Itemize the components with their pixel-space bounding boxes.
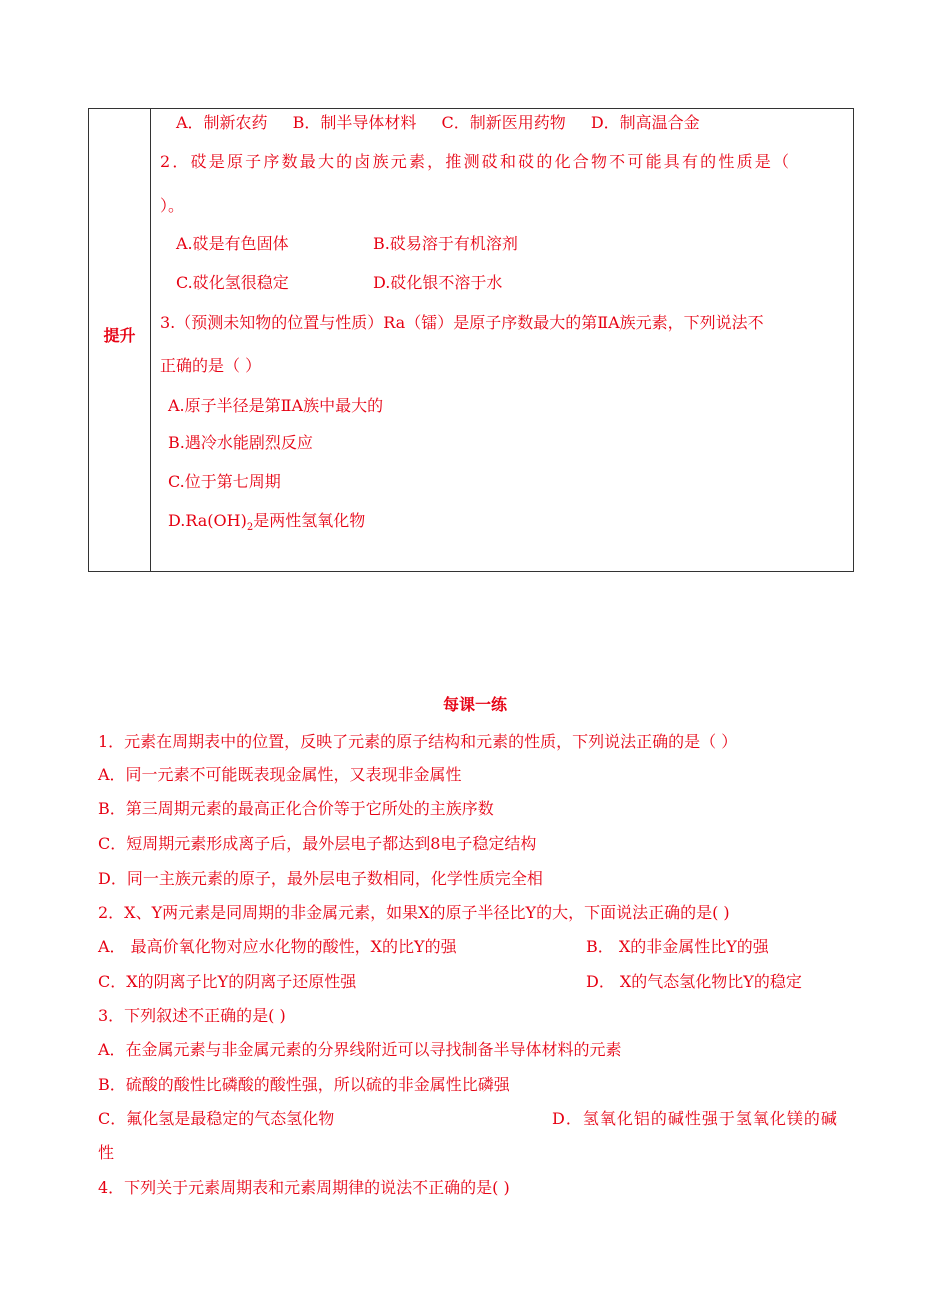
p3-stem: 3．下列叙述不正确的是( ) xyxy=(98,1006,286,1025)
p2-option-b: B． X的非金属性比Y的强 xyxy=(586,937,769,956)
q3-option-a: A.原子半径是第ⅡA族中最大的 xyxy=(168,396,384,415)
q3-option-c: C.位于第七周期 xyxy=(168,472,281,491)
q3-stem: 3.（预测未知物的位置与性质）Ra（镭）是原子序数最大的第ⅡA族元素，下列说法不 xyxy=(160,313,764,332)
p1-option-b: B．第三周期元素的最高正化合价等于它所处的主族序数 xyxy=(98,799,494,818)
p3-option-d: D．氢氧化铝的碱性强于氢氧化镁的碱 xyxy=(552,1109,838,1128)
q3-option-d-text: 是两性氢氧化物 xyxy=(253,511,366,530)
q2-option-d: D.砹化银不溶于水 xyxy=(373,273,503,292)
section-title: 每课一练 xyxy=(442,695,507,714)
p3-option-b: B．硫酸的酸性比磷酸的酸性强，所以硫的非金属性比磷强 xyxy=(98,1075,510,1094)
q3-stem-end: 正确的是（ ） xyxy=(160,356,262,375)
q2-option-a: A.砹是有色固体 xyxy=(176,234,289,253)
p3-option-a: A．在金属元素与非金属元素的分界线附近可以寻找制备半导体材料的元素 xyxy=(98,1040,622,1059)
p2-option-c: C．X的阴离子比Y的阴离子还原性强 xyxy=(98,972,357,991)
p1-option-d: D．同一主族元素的原子，最外层电子数相同，化学性质完全相 xyxy=(98,869,543,888)
p3-option-c: C．氟化氢是最稳定的气态氢化物 xyxy=(98,1109,335,1128)
q2-option-c: C.砹化氢很稳定 xyxy=(176,273,289,292)
tisheng-label: 提升 xyxy=(103,326,136,345)
p4-stem: 4．下列关于元素周期表和元素周期律的说法不正确的是( ) xyxy=(98,1178,510,1197)
q3-option-b: B.遇冷水能剧烈反应 xyxy=(168,433,313,452)
p1-stem: 1．元素在周期表中的位置，反映了元素的原子结构和元素的性质，下列说法正确的是（ ） xyxy=(98,732,738,751)
p2-option-d: D． X的气态氢化物比Y的稳定 xyxy=(586,972,802,991)
tisheng-table xyxy=(88,108,854,572)
q1-options: A．制新农药 B．制半导体材料 C．制新医用药物 D．制高温合金 xyxy=(176,113,700,132)
q3-option-d xyxy=(168,511,365,538)
q3-option-d-subscript: 2 xyxy=(246,522,254,534)
q3-option-d-formula: D.Ra(OH) xyxy=(168,511,247,530)
p1-option-c: C．短周期元素形成离子后，最外层电子都达到8电子稳定结构 xyxy=(98,834,537,853)
column-divider xyxy=(150,109,151,571)
q2-stem-end: ）。 xyxy=(160,196,185,215)
q2-stem: 2．砹是原子序数最大的卤族元素，推测砹和砹的化合物不可能具有的性质是（ xyxy=(160,152,792,171)
q2-option-b: B.砹易溶于有机溶剂 xyxy=(373,234,518,253)
p1-option-a: A．同一元素不可能既表现金属性，又表现非金属性 xyxy=(98,765,462,784)
p2-stem: 2．X、Y两元素是同周期的非金属元素，如果X的原子半径比Y的大，下面说法正确的是( ) xyxy=(98,903,730,922)
p2-option-a: A． 最高价氧化物对应水化物的酸性，X的比Y的强 xyxy=(98,937,457,956)
p3-option-d-wrap: 性 xyxy=(98,1143,115,1162)
